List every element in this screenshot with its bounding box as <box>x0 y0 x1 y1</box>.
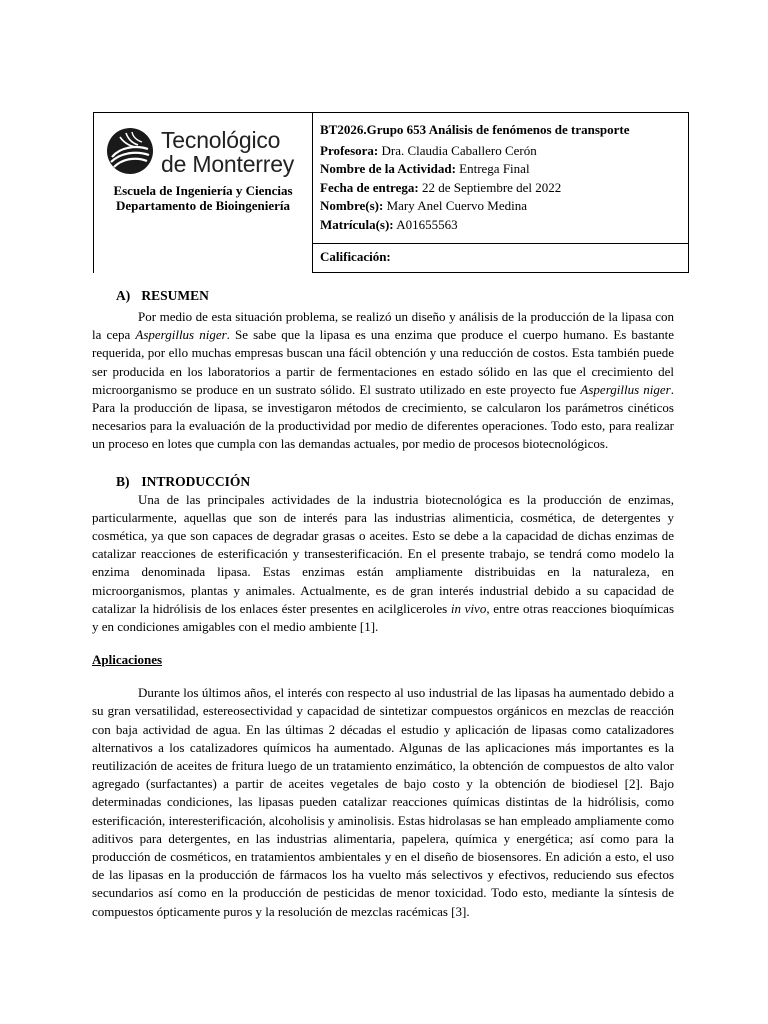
professor-value: Dra. Claudia Caballero Cerón <box>381 142 537 158</box>
logo-mark-icon <box>106 127 154 175</box>
date-label: Fecha de entrega: <box>320 179 419 195</box>
name-label: Nombre(s): <box>320 198 384 213</box>
activity-label: Nombre de la Actividad: <box>320 161 456 176</box>
logo-line-2: de Monterrey <box>161 151 295 177</box>
section-a-title: RESUMEN <box>141 288 209 303</box>
professor-row <box>320 142 682 161</box>
introduccion-italic: in vivo <box>450 600 487 616</box>
section-b-number: B) <box>116 473 130 489</box>
resumen-species-2: Aspergillus niger <box>580 381 671 397</box>
resumen-species-1: Aspergillus niger <box>135 327 227 343</box>
section-b-heading <box>116 474 674 490</box>
section-a-number: A) <box>116 288 131 303</box>
resumen-text-3: . Para la producción de lipasa, se investigaron métodos de crecimiento, se calcularon los parámetros cinéticos necesarios para la evaluación de la productividad por medio de diferentes operaciones. Todo esto, para realizar un proceso en lotes que cumpla con las demandas actuales, por medio de procesos biotecnológicos. <box>92 381 674 452</box>
grade-cell <box>312 243 689 273</box>
id-row <box>320 216 682 235</box>
logo-line-1: Tecnológico <box>161 127 281 153</box>
id-value: A01655563 <box>396 216 458 232</box>
professor-label: Profesora: <box>320 142 379 158</box>
aplicaciones-paragraph: Durante los últimos años, el interés con respecto al uso industrial de las lipasas ha aumentado debido a su gran versatilidad, estereosectividad y capacidad de sintetizar compuestos orgánicos en mezclas de reacción con baja actividad de agua. En las últimas 2 décadas el estudio y aplicación de lipasas como catalizadores alternativos a los catalizadores químicos ha aumentado. Algunas de las aplicaciones más importantes es la reutilización de aceites de fritura luego de un tratamiento enzimático, la obtención de compuestos de alto valor agregado (surfactantes) a partir de aceites vegetales de bajo costo y la obtención de biodiesel [2]. Bajo determinadas condiciones, las lipasas pueden catalizar reacciones químicas distintas de la hidrólisis, como esterificación, interesterificación, alcoholisis y aminolisis. Estas hidrolasas se han empleado ampliamente como aditivos para detergentes, en las industrias alimentaria, papelera, química y energética; así como para la producción de cosméticos, en tratamientos ambientales y en el diseño de biosensores. En adición a esto, el uso de las lipasas en la producción de fármacos los ha vuelto más selectivos y efectivos, reduciendo sus efectos secundarios así como en la producción de pesticidas de menor toxicidad. Todo esto, mediante la síntesis de compuestos ópticamente puros y la resolución de mezclas racémicas [3]. <box>92 685 674 919</box>
resumen-text-2: . Se sabe que la lipasa es una enzima que produce el cuerpo humano. Es bastante requerida, por ello muchas empresas buscan una fácil obtención y una reducción de costos. Esta también puede ser producida en los laboratorios a partir de fermentaciones en estado sólido en las que el crecimiento del microorganismo se produce en un sustrato sólido. El sustrato utilizado en este proyecto fue <box>92 327 675 397</box>
department-name: Departamento de Bioingeniería <box>115 198 291 213</box>
resumen-paragraph <box>92 308 674 454</box>
name-row <box>320 197 682 216</box>
date-row <box>320 179 682 198</box>
section-a-heading <box>116 288 674 304</box>
school-block <box>94 183 312 213</box>
school-name: Escuela de Ingeniería y Ciencias <box>113 183 293 198</box>
date-value: 22 de Septiembre del 2022 <box>421 179 562 195</box>
introduccion-paragraph <box>92 491 674 637</box>
activity-row <box>320 160 682 179</box>
header-left-cell <box>93 112 313 273</box>
section-b-title: INTRODUCCIÓN <box>141 473 251 489</box>
resumen-text-1: Por medio de esta situación problema, se realizó un diseño y análisis de la producción de la lipasa con la cepa <box>92 309 674 343</box>
name-value: Mary Anel Cuervo Medina <box>386 198 528 213</box>
activity-value: Entrega Final <box>459 161 530 176</box>
document-body <box>92 288 674 921</box>
grade-label: Calificación: <box>320 249 391 264</box>
header-info-cell <box>312 112 689 244</box>
header-table <box>93 112 689 273</box>
logo-wordmark <box>161 128 294 176</box>
introduccion-text-1: Una de las principales actividades de la industria biotecnológica es la producción de enzimas, particularmente, aquellas que son de interés para las industrias alimenticia, cosmética, de detergentes y cosmética, ya que son capaces de degradar grasas o aceites. Esto se debe a la capacidad de dichas enzimas de catalizar reacciones de esterificación y transesterificación. En el presente trabajo, se tendrá como modelo la enzima denominada lipasa. Estas enzimas están ampliamente distribuidas en la naturaleza, en microorganismos, plantas y animales. Actualmente, es de gran interés industrial debido a su capacidad de catalizar la hidrólisis de los enlaces éster presentes en acilgliceroles <box>92 491 674 616</box>
course-title: BT2026.Grupo 653 Análisis de fenómenos de transporte <box>320 122 630 137</box>
institution-logo <box>106 125 306 181</box>
id-label: Matrícula(s): <box>320 216 394 232</box>
aplicaciones-heading: Aplicaciones <box>92 652 163 668</box>
introduccion-text-2: , entre otras reacciones bioquímicas y en condiciones amigables con el medio ambiente [1]. <box>92 600 675 635</box>
